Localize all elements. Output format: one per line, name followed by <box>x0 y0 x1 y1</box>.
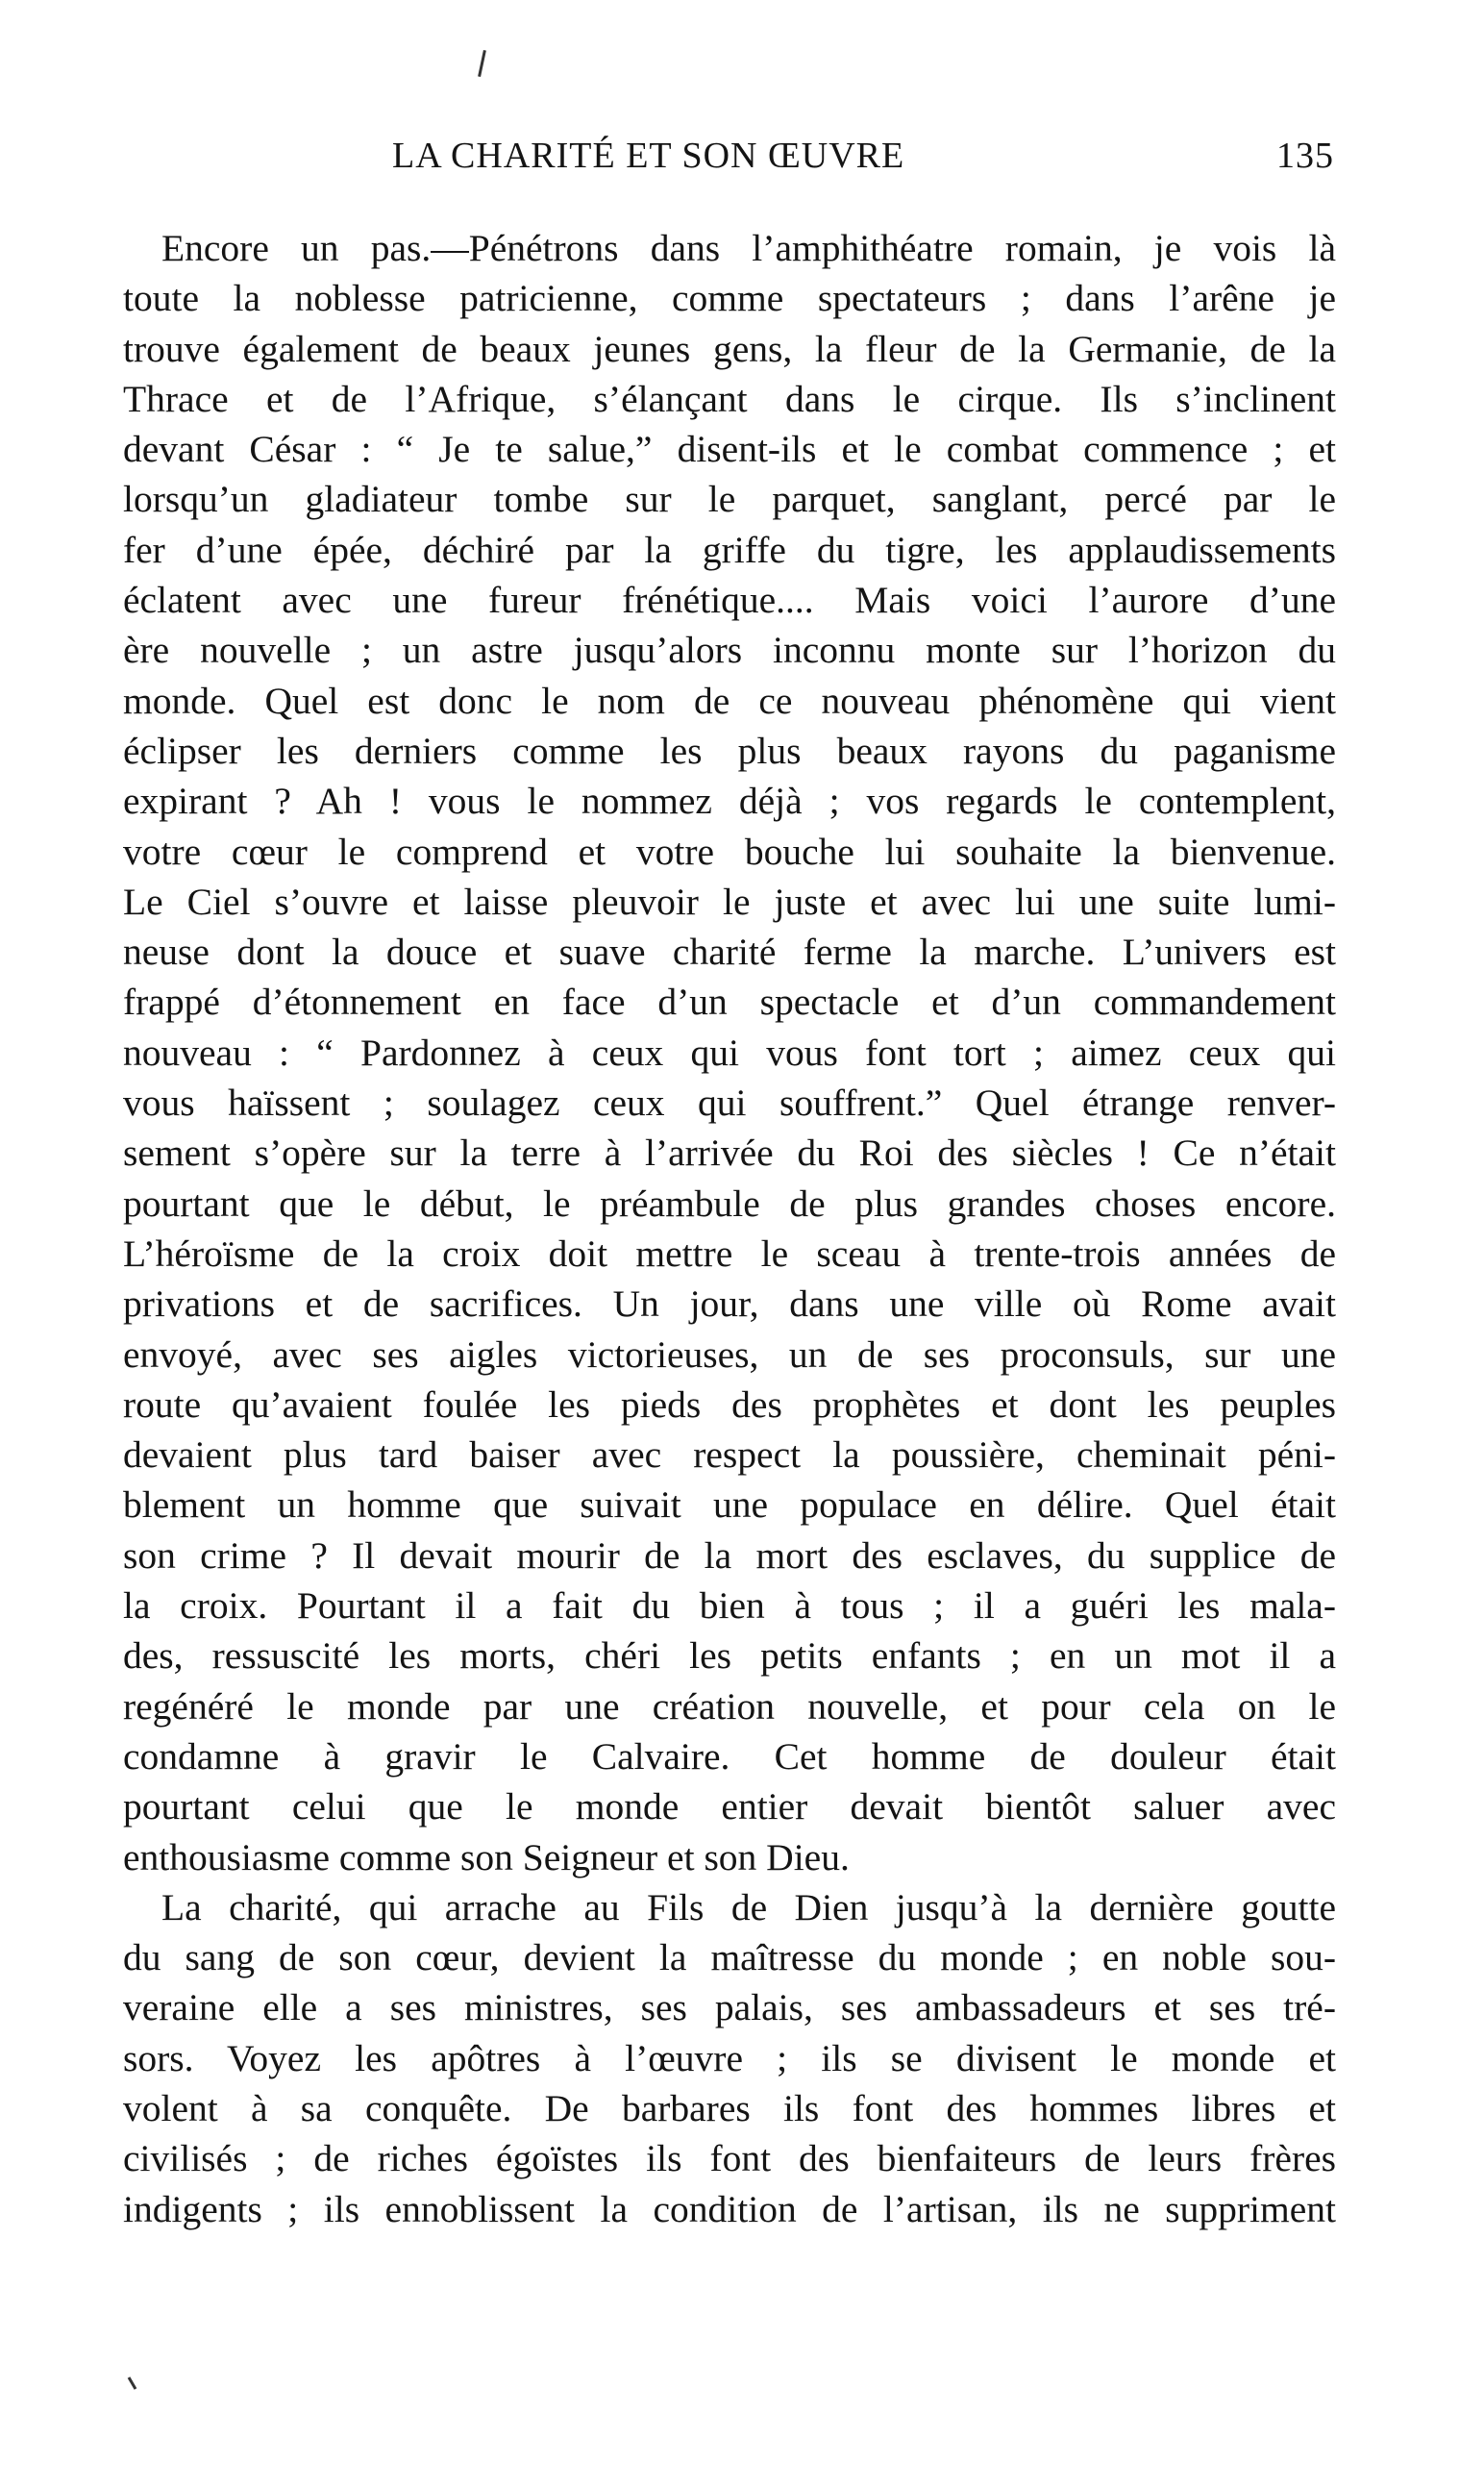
text-line: sement s’opère sur la terre à l’arrivée du Roi des siècles ! Ce n’était <box>123 1132 1336 1175</box>
text-line: ère nouvelle ; un astre jusqu’alors inconnu monte sur l’horizon du <box>123 629 1336 672</box>
text-line: La charité, qui arrache au Fils de Dien jusqu’à la dernière goutte <box>161 1885 1336 1928</box>
text-line: fer d’une épée, déchiré par la griffe du tigre, les applaudissements <box>123 528 1336 571</box>
text-line: Encore un pas.—Pénétrons dans l’amphithéatre romain, je vois là <box>161 227 1336 269</box>
page-header <box>123 135 1334 192</box>
text-line: expirant ? Ah ! vous le nommez déjà ; vos regards le contemplent, <box>123 780 1336 823</box>
text-line: privations et de sacrifices. Un jour, dans une ville où Rome avait <box>123 1282 1336 1326</box>
text-line: toute la noblesse patricienne, comme spectateurs ; dans l’arêne je <box>123 277 1336 320</box>
text-line: devaient plus tard baiser avec respect la poussière, cheminait péni- <box>123 1433 1336 1477</box>
text-line: blement un homme que suivait une populace en délire. Quel était <box>123 1483 1336 1527</box>
text-line: votre cœur le comprend et votre bouche lui souhaite la bienvenue. <box>123 830 1336 873</box>
ink-mark-top <box>478 50 486 77</box>
text-line: devant César : “ Je te salue,” disent-ils et le combat commence ; et <box>123 428 1336 471</box>
text-line: Thrace et de l’Afrique, s’élançant dans le cirque. Ils s’inclinent <box>123 377 1336 420</box>
running-title: LA CHARITÉ ET SON ŒUVRE <box>392 136 905 176</box>
text-line: la croix. Pourtant il a fait du bien à tous ; il a guéri les mala- <box>123 1584 1336 1628</box>
text-line: pourtant celui que le monde entier devait bientôt saluer avec <box>123 1785 1336 1829</box>
text-line: enthousiasme comme son Seigneur et son Dieu. <box>123 1835 850 1878</box>
text-line: neuse dont la douce et suave charité ferme la marche. L’univers est <box>123 931 1336 974</box>
text-line: sors. Voyez les apôtres à l’œuvre ; ils se divisent le monde et <box>123 2036 1336 2079</box>
text-line: Le Ciel s’ouvre et laisse pleuvoir le juste et avec lui une suite lumi- <box>123 880 1336 923</box>
text-line: envoyé, avec ses aigles victorieuses, un de ses proconsuls, sur une <box>123 1332 1336 1376</box>
text-line: L’héroïsme de la croix doit mettre le sceau à trente-trois années de <box>123 1232 1336 1275</box>
text-line: lorsqu’un gladiateur tombe sur le parquet, sanglant, percé par le <box>123 478 1336 521</box>
ink-mark-bottom <box>128 2376 137 2390</box>
body-text <box>123 223 1336 2234</box>
text-line: des, ressuscité les morts, chéri les petits enfants ; en un mot il a <box>123 1634 1336 1678</box>
text-line: éclatent avec une fureur frénétique.... Mais voici l’aurore d’une <box>123 579 1336 622</box>
text-line: condamne à gravir le Calvaire. Cet homme de douleur était <box>123 1734 1336 1778</box>
text-line: vous haïssent ; soulagez ceux qui souffrent.” Quel étrange renver- <box>123 1082 1336 1125</box>
text-line: éclipser les derniers comme les plus beaux rayons du paganisme <box>123 729 1336 772</box>
text-line: indigents ; ils ennoblissent la condition de l’artisan, ils ne suppriment <box>123 2187 1336 2230</box>
text-line: civilisés ; de riches égoïstes ils font des bienfaiteurs de leurs frères <box>123 2137 1336 2180</box>
text-line: route qu’avaient foulée les pieds des prophètes et dont les peuples <box>123 1382 1336 1426</box>
text-line: monde. Quel est donc le nom de ce nouveau phénomène qui vient <box>123 679 1336 722</box>
text-line: regénéré le monde par une création nouvelle, et pour cela on le <box>123 1684 1336 1728</box>
text-line: volent à sa conquête. De barbares ils font des hommes libres et <box>123 2086 1336 2129</box>
page-number: 135 <box>1276 136 1334 176</box>
text-line: frappé d’étonnement en face d’un spectacle et d’un commandement <box>123 981 1336 1024</box>
text-line: trouve également de beaux jeunes gens, la fleur de la Germanie, de la <box>123 327 1336 370</box>
text-line: pourtant que le début, le préambule de plus grandes choses encore. <box>123 1182 1336 1225</box>
text-line: nouveau : “ Pardonnez à ceux qui vous font tort ; aimez ceux qui <box>123 1031 1336 1074</box>
text-line: du sang de son cœur, devient la maîtresse du monde ; en noble sou- <box>123 1936 1336 1979</box>
text-line: veraine elle a ses ministres, ses palais, ses ambassadeurs et ses tré- <box>123 1986 1336 2029</box>
text-line: son crime ? Il devait mourir de la mort des esclaves, du supplice de <box>123 1533 1336 1577</box>
